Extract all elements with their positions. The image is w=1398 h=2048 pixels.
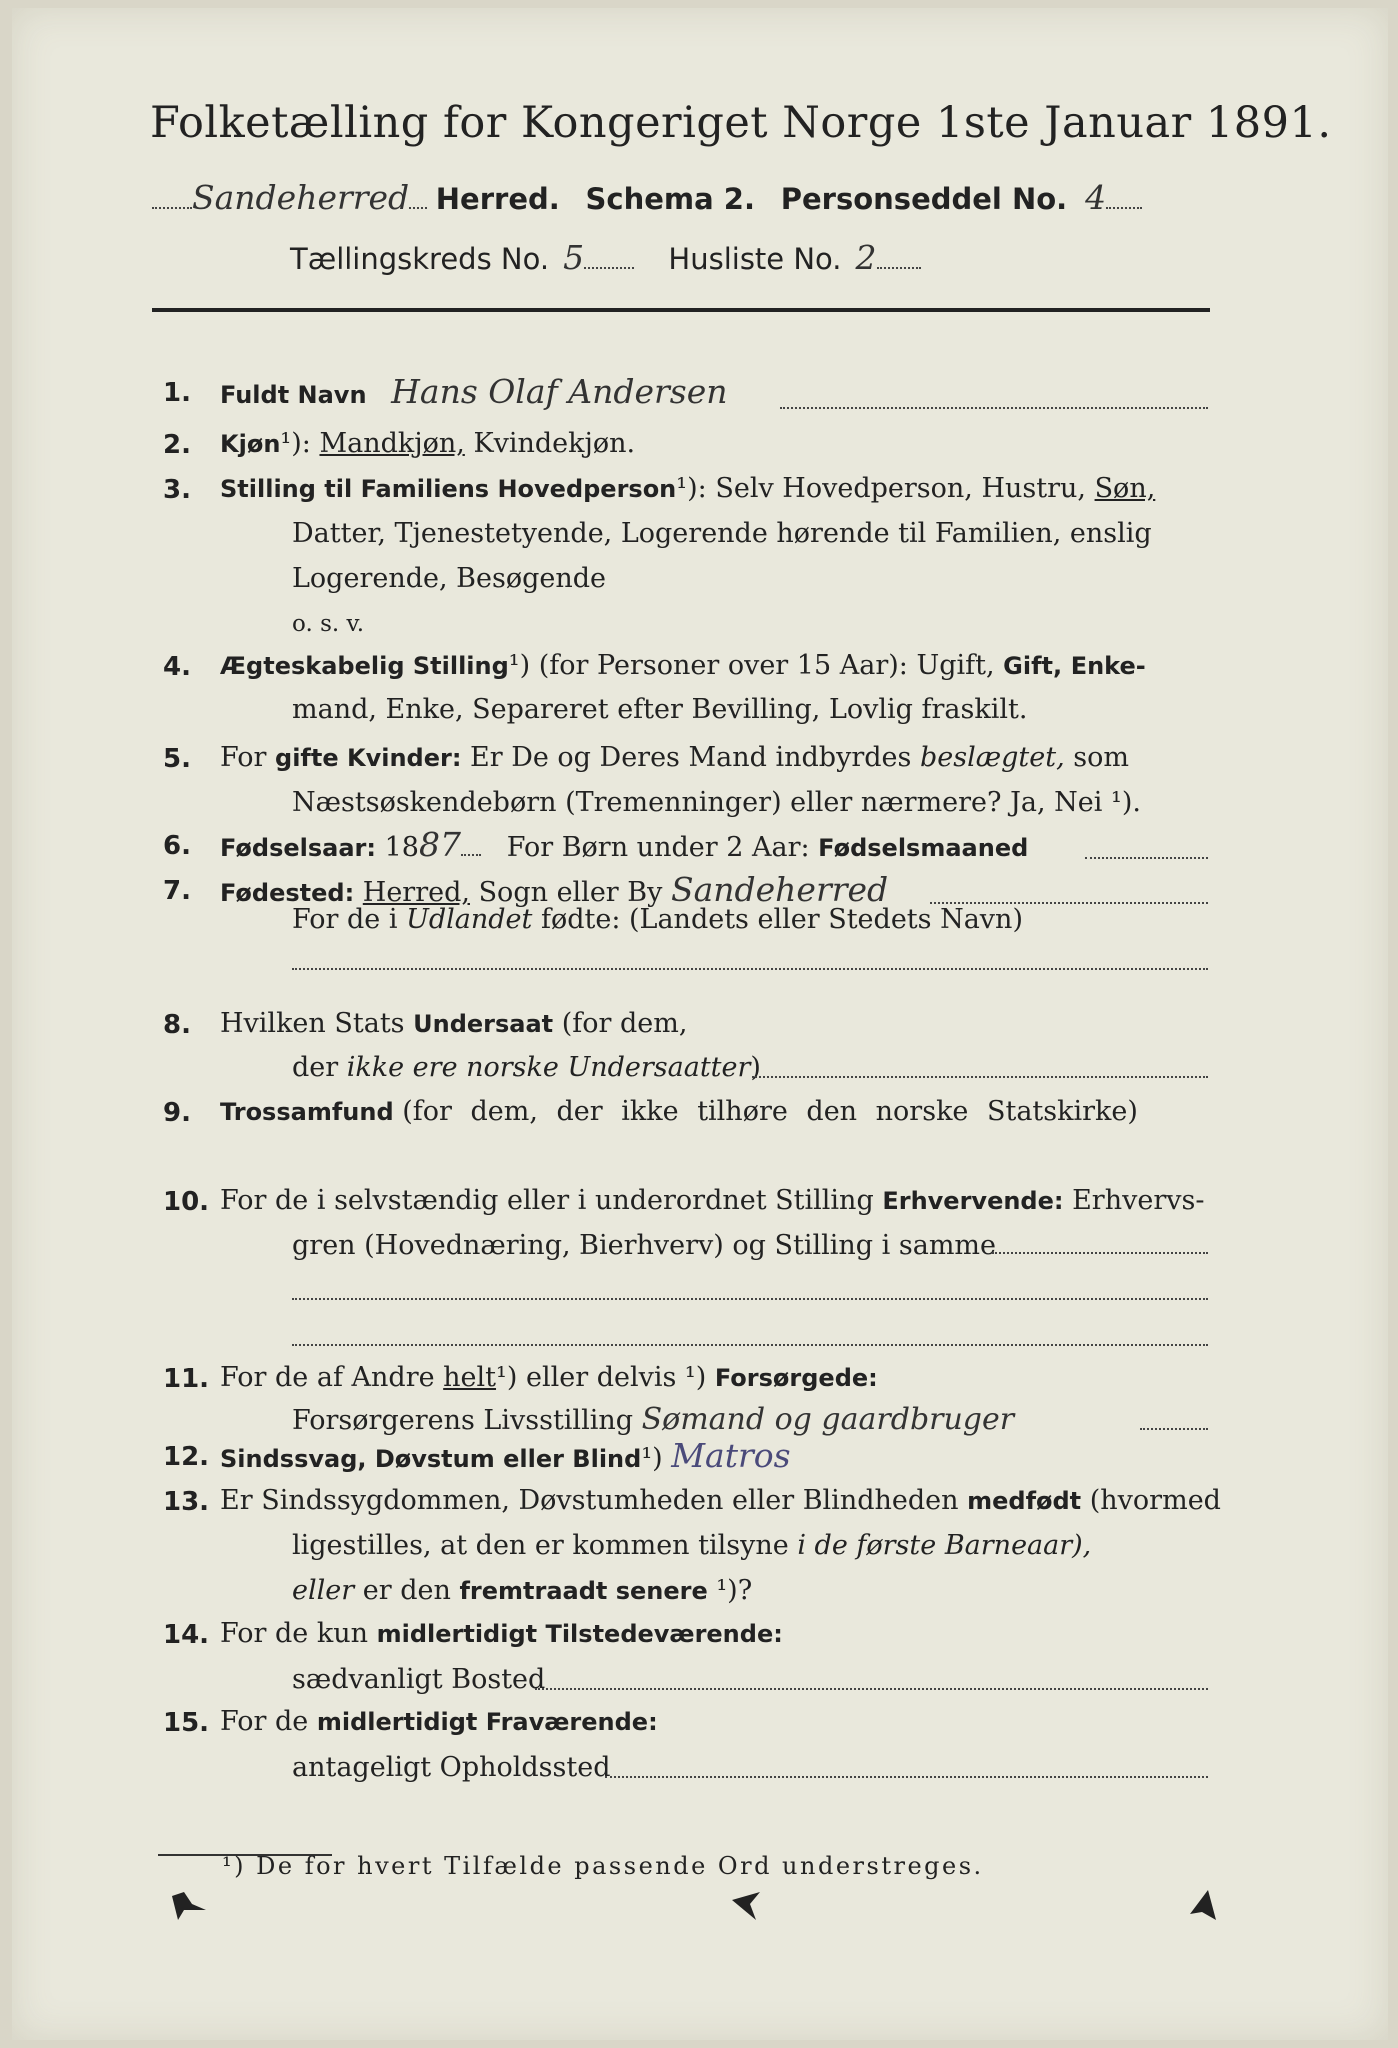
text: (hvormed [1089,1485,1221,1516]
dotted-fill-line [292,1342,1208,1346]
census-form-page [12,8,1388,2040]
item-10-occupation [220,1183,1204,1219]
disability-handwritten: Matros [671,1436,791,1475]
birth-year-label: Fødselsaar: [220,834,376,862]
supported-helt: helt [443,1362,497,1393]
temporary-present-label: midlertidigt Tilstedeværende: [376,1620,783,1648]
marital-gift: Gift, [1003,652,1063,680]
item-number: 8. [163,1010,191,1040]
header-row-kreds [290,240,921,279]
full-name-handwritten: Hans Olaf Andersen [391,372,728,411]
supporter-occupation-handwritten: Sømand og gaardbruger [641,1402,1015,1437]
dotted-fill-line [1085,855,1208,859]
text: For Børn under 2 Aar: [506,832,810,863]
birthplace-handwritten: Sandeherred [670,870,889,909]
supported-line-2 [292,1402,1014,1439]
gender-option-male: Mandkjøn, [319,428,465,459]
item-13-congenital [220,1483,1221,1519]
text: som [1073,742,1129,773]
item-5-married-women [220,740,1129,776]
birth-month-label: Fødselsmaaned [818,834,1029,862]
herred-handwritten: Sandeherred [192,178,410,217]
marital-status-options: ¹) (for Personer over 15 Aar): Ugift, [508,650,995,681]
occupation-line-2: gren (Hovednæring, Bierhverv) og Stilling i samme [292,1230,997,1261]
item-number: 1. [163,378,191,408]
item-8-citizenship [220,1006,687,1042]
item-number: 13. [163,1487,210,1517]
congenital-line-3 [292,1573,752,1609]
personseddel-label: Personseddel No. [780,182,1068,216]
family-position-line-4: o. s. v. [292,611,365,637]
family-position-line-2: Datter, Tjenestetyende, Logerende hørende til Familien, enslig [292,518,1152,549]
full-name-label: Fuldt Navn [220,381,367,409]
item-number: 6. [163,831,191,861]
husliste-handwritten: 2 [855,238,877,277]
married-women-label: gifte Kvinder: [275,744,462,772]
item-number: 4. [163,652,191,682]
kreds-handwritten: 5 [563,238,585,277]
citizenship-line-2: der ikke ere norske Undersaatter) [292,1052,761,1083]
birthplace-label: Fødested: [220,879,355,907]
religion-label: Trossamfund [220,1098,394,1126]
item-number: 15. [163,1708,210,1738]
text: Forsørgerens Livsstilling [292,1405,634,1436]
kreds-label: Tællingskreds No. [290,242,550,276]
gender-option-female: Kvindekjøn. [473,428,636,459]
husliste-label: Husliste No. [668,242,842,276]
dotted-fill-line [292,966,1208,970]
probable-residence-label: antageligt Opholdssted [292,1752,611,1783]
text: Hvilken Stats [220,1008,405,1039]
later-onset-label: fremtraadt senere [459,1577,708,1605]
text-italic: eller [292,1575,355,1606]
family-position-son: Søn, [1094,473,1156,504]
text-italic: beslægtet, [919,742,1065,773]
congenital-line-2 [292,1528,1091,1564]
dotted-fill-line [1140,1426,1208,1430]
footnote-ref: ¹): [280,428,311,459]
item-14-temporary-present [220,1616,783,1652]
item-number: 3. [163,475,191,505]
item-3-family-position [220,471,1155,507]
text: fødte: (Landets eller Stedets Navn) [540,904,1023,935]
temporary-absent-label: midlertidigt Fraværende: [316,1708,658,1736]
dotted-fill-line [605,1774,1208,1778]
item-number: 7. [163,876,191,906]
usual-residence-label: sædvanligt Bosted [292,1664,546,1695]
family-position-options: Selv Hovedperson, Hustru, [715,473,1086,504]
married-women-line-2: Næstsøskendebørn (Tremenninger) eller nærmere? Ja, Nei ¹). [292,787,1141,818]
congenital-label: medfødt [967,1487,1082,1515]
item-15-temporary-absent [220,1704,658,1740]
birthplace-line-2 [292,902,1023,938]
herred-label: Herred. [435,182,560,216]
footnote-ref: ¹): [676,473,707,504]
item-number: 11. [163,1364,210,1394]
item-9-religion [220,1094,1138,1130]
item-1-full-name [220,374,727,413]
item-4-marital-status [220,648,1146,684]
text: er den [362,1575,451,1606]
header-rule [152,308,1210,312]
supported-label: Forsørgede: [714,1364,878,1392]
personseddel-handwritten: 4 [1085,178,1107,217]
text: ¹) eller delvis ¹) [496,1362,707,1393]
text: For de kun [220,1618,368,1649]
text: For [220,742,267,773]
text: ¹)? [716,1575,753,1606]
marital-status-label: Ægteskabelig Stilling [220,652,509,680]
text: ligestilles, at den er kommen tilsyne [292,1530,789,1561]
citizenship-label: Undersaat [413,1010,554,1038]
birthplace-herred: Herred, [362,877,470,908]
schema-label: Schema 2. [585,182,755,216]
text: Sogn eller By [478,877,663,908]
item-number: 2. [163,430,191,460]
item-number: 9. [163,1098,191,1128]
text: For de af Andre [220,1362,435,1393]
text: Er De og Deres Mand indbyrdes [470,742,912,773]
item-number: 10. [163,1187,210,1217]
family-position-label: Stilling til Familiens Hovedperson [220,475,677,503]
text: Erhvervs- [1072,1185,1205,1216]
text-italic: i de første Barneaar), [797,1530,1092,1561]
text: For de i selvstændig eller i underordnet Stilling [220,1185,874,1216]
marital-enke: Enke- [1070,652,1146,680]
form-title: Folketælling for Kongeriget Norge 1ste Januar 1891. [150,98,1332,148]
dotted-fill-line [752,1074,1208,1078]
dotted-fill-line [535,1686,1208,1690]
footnote-text: ¹) De for hvert Tilfælde passende Ord understreges. [222,1852,984,1880]
dotted-fill-line [292,1296,1208,1300]
text-italic: ikke ere norske Undersaatter [346,1052,751,1083]
item-11-supported [220,1360,878,1396]
corner-mark-icon [170,1890,210,1922]
item-12-disability [220,1438,791,1477]
text: For de [220,1706,309,1737]
item-number: 12. [163,1442,210,1472]
footnote-ref: ¹) [641,1443,663,1474]
occupation-label: Erhvervende: [882,1187,1064,1215]
text: der [292,1052,339,1083]
dotted-fill-line [780,405,1208,409]
dotted-fill-line [992,1250,1208,1254]
item-2-gender [220,426,635,462]
birth-year-prefix: 18 [384,832,419,863]
text: For de i [292,904,398,935]
item-number: 5. [163,744,191,774]
family-position-line-3: Logerende, Besøgende [292,563,606,594]
corner-mark-icon [1188,1888,1218,1922]
corner-mark-icon [730,1890,764,1924]
item-6-birth-year [220,827,1028,866]
header-row-herred [152,180,1142,219]
text-italic: Udlandet [406,904,533,935]
item-number: 14. [163,1620,210,1650]
birth-year-handwritten: 87 [418,825,461,864]
text: (for dem, [561,1008,688,1039]
text: Er Sindssygdommen, Døvstumheden eller Blindheden [220,1485,959,1516]
gender-label: Kjøn [220,430,281,458]
text: (for dem, der ikke tilhøre den norske Statskirke) [402,1096,1138,1127]
disability-label: Sindssvag, Døvstum eller Blind [220,1445,642,1473]
marital-status-line-2: mand, Enke, Separeret efter Bevilling, Lovlig fraskilt. [292,694,1028,725]
